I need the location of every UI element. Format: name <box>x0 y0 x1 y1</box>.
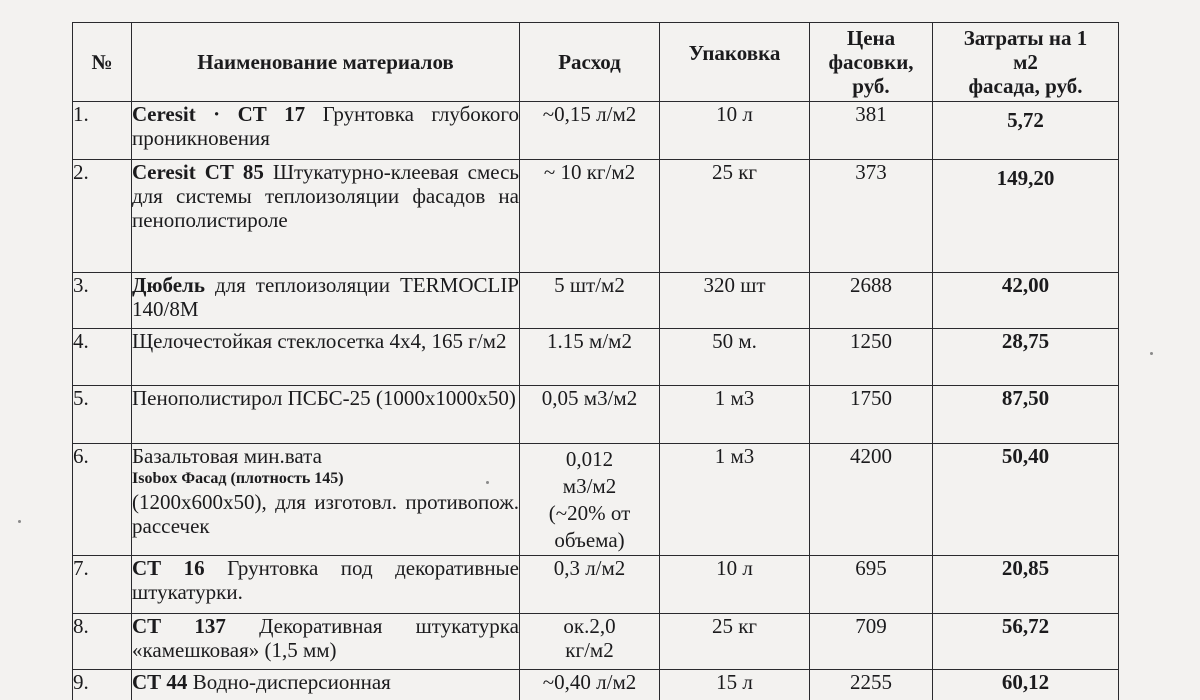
header-cost-line1: Затраты на 1 <box>963 26 1088 50</box>
row-cost: 60,12 <box>933 670 1119 700</box>
row-name <box>132 614 520 670</box>
row-packaging: 15 л <box>660 670 810 700</box>
row-price: 381 <box>810 102 933 160</box>
scan-speck <box>486 481 489 484</box>
row-name-text: для теплоизоляции TERMOCLIP 140/8M <box>132 273 519 321</box>
row-name <box>132 670 520 700</box>
row-price: 2688 <box>810 273 933 329</box>
table-row <box>73 444 1119 556</box>
row-consumption: 0,05 м3/м2 <box>520 386 660 444</box>
row-cost: 56,72 <box>933 614 1119 670</box>
row-name-text: (1200х600х50), для изготовл. противопож. рассечек <box>132 490 519 538</box>
row-cost: 50,40 <box>933 444 1119 556</box>
row-consumption-line1: 0,012 <box>565 447 614 471</box>
row-cost: 20,85 <box>933 556 1119 614</box>
table-row <box>73 386 1119 444</box>
row-price: 1250 <box>810 329 933 386</box>
row-consumption: ~0,40 л/м2 <box>520 670 660 700</box>
row-cost: 42,00 <box>933 273 1119 329</box>
table-row <box>73 329 1119 386</box>
row-consumption <box>520 444 660 556</box>
row-cost: 28,75 <box>933 329 1119 386</box>
row-name-text: Грунтовка под декоративные штукатурки. <box>132 556 519 604</box>
row-packaging: 1 м3 <box>660 444 810 556</box>
row-name <box>132 444 520 556</box>
row-name-text: Пенополистирол ПСБС-25 (1000х1000х50) <box>132 386 516 410</box>
row-num: 5. <box>73 386 132 444</box>
scan-speck <box>1150 352 1153 355</box>
row-packaging: 320 шт <box>660 273 810 329</box>
header-price-line1: Цена <box>846 26 896 50</box>
table-row <box>73 670 1119 700</box>
row-consumption: ~ 10 кг/м2 <box>520 160 660 273</box>
row-name-bold: СТ 44 <box>132 670 188 694</box>
header-price-line3: руб. <box>852 74 890 98</box>
table-row <box>73 556 1119 614</box>
row-name-text: Водно-дисперсионная <box>187 670 391 694</box>
row-price: 373 <box>810 160 933 273</box>
row-consumption: 0,3 л/м2 <box>520 556 660 614</box>
row-packaging: 25 кг <box>660 160 810 273</box>
row-name <box>132 556 520 614</box>
row-name <box>132 273 520 329</box>
row-packaging: 1 м3 <box>660 386 810 444</box>
row-consumption <box>520 614 660 670</box>
row-price: 4200 <box>810 444 933 556</box>
row-consumption-line4: объема) <box>554 528 625 552</box>
row-consumption-line1: ок.2,0 <box>563 614 616 638</box>
header-name: Наименование материалов <box>132 23 520 102</box>
row-name-text: Декоративная штукатурка «камешковая» (1,5 мм) <box>132 614 519 662</box>
row-num: 1. <box>73 102 132 160</box>
row-name-line1: Базальтовая мин.вата <box>132 444 322 468</box>
row-consumption-line3: (~20% от <box>548 501 631 525</box>
row-price: 695 <box>810 556 933 614</box>
header-cost-line2: м2 <box>1013 50 1038 74</box>
header-cost-line3: фасада, руб. <box>968 74 1083 98</box>
row-name-bold: Ceresit СТ 85 <box>132 160 264 184</box>
row-num: 7. <box>73 556 132 614</box>
row-cost: 5,72 <box>933 102 1119 160</box>
row-name-bold: Дюбель <box>132 273 205 297</box>
row-consumption-line2: м3/м2 <box>562 474 617 498</box>
row-name-bold: СТ 16 <box>132 556 205 580</box>
header-packaging: Упаковка <box>660 23 810 102</box>
table-row <box>73 614 1119 670</box>
row-num: 4. <box>73 329 132 386</box>
row-name-bold: Ceresit · СТ 17 <box>132 102 306 126</box>
row-consumption: ~0,15 л/м2 <box>520 102 660 160</box>
row-name <box>132 102 520 160</box>
table-row <box>73 102 1119 160</box>
header-price-line2: фасовки, <box>828 50 914 74</box>
row-name <box>132 329 520 386</box>
row-name-bold: СТ 137 <box>132 614 226 638</box>
row-name-product: Isobox Фасад (плотность 145) <box>132 470 344 487</box>
table-header-row <box>73 23 1119 102</box>
row-packaging: 10 л <box>660 556 810 614</box>
row-name-text: Щелочестойкая стеклосетка 4х4, 165 г/м2 <box>132 329 507 353</box>
header-consumption: Расход <box>520 23 660 102</box>
scan-speck <box>18 520 21 523</box>
row-consumption: 5 шт/м2 <box>520 273 660 329</box>
row-consumption-line2: кг/м2 <box>565 638 614 662</box>
table-row <box>73 273 1119 329</box>
row-name <box>132 386 520 444</box>
row-num: 9. <box>73 670 132 700</box>
row-price: 1750 <box>810 386 933 444</box>
row-price: 2255 <box>810 670 933 700</box>
row-num: 2. <box>73 160 132 273</box>
row-price: 709 <box>810 614 933 670</box>
row-num: 3. <box>73 273 132 329</box>
row-cost: 87,50 <box>933 386 1119 444</box>
header-cost <box>933 23 1119 102</box>
row-packaging: 50 м. <box>660 329 810 386</box>
header-num: № <box>73 23 132 102</box>
row-num: 6. <box>73 444 132 556</box>
row-name-text: Штукатурно-клеевая смесь для системы теплоизоляции фасадов на пенополистироле <box>132 160 519 232</box>
row-packaging: 25 кг <box>660 614 810 670</box>
row-name-text: Грунтовка глубокого проникновения <box>132 102 519 150</box>
row-consumption: 1.15 м/м2 <box>520 329 660 386</box>
row-cost: 149,20 <box>933 160 1119 273</box>
table-row <box>73 160 1119 273</box>
row-name <box>132 160 520 273</box>
materials-cost-table <box>72 22 1119 700</box>
header-price <box>810 23 933 102</box>
row-packaging: 10 л <box>660 102 810 160</box>
row-num: 8. <box>73 614 132 670</box>
